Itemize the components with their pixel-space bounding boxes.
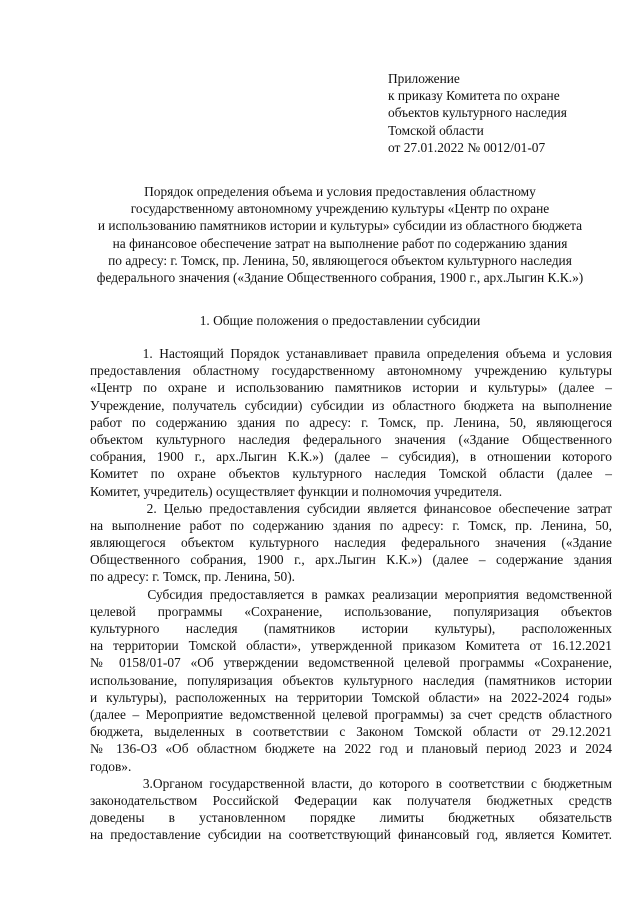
body-line: по адресу: г. Томск, пр. Ленина, 50).	[90, 569, 296, 585]
body-line: являющегося объектом культурного наследия федерального значения («Здание	[90, 535, 612, 551]
appendix-line: объектов культурного наследия	[388, 105, 567, 121]
title-line: Порядок определения объема и условия предоставления областному	[144, 184, 536, 199]
body-line: (далее – Мероприятие ведомственной целевой программы) за счет средств областного	[90, 706, 612, 722]
title-line: по адресу: г. Томск, пр. Ленина, 50, являющегося объектом культурного наследия	[108, 252, 572, 268]
body-line: доведены в установленном порядке лимиты бюджетных обязательств	[90, 810, 612, 826]
body-line: 1. Настоящий Порядок устанавливает правила определения объема и условия	[90, 346, 612, 361]
body-line: целевой программы «Сохранение, использование, популяризация объектов	[90, 603, 612, 619]
body-line: объектом культурного наследия федерального значения («Здание Общественного	[90, 431, 612, 447]
body-text	[90, 345, 612, 843]
body-line: Общественного собрания, 1900 г., арх.Лыгин К.К.») (далее – содержание здания	[90, 552, 612, 568]
body-line: Субсидия предоставляется в рамках реализации мероприятия ведомственной	[90, 586, 612, 602]
body-line: предоставления областному государственному автономному учреждению культуры	[90, 363, 612, 379]
body-line: № 136-ОЗ «Об областном бюджете на 2022 год и плановый период 2023 и 2024	[90, 741, 612, 757]
body-line: на выполнение работ по содержанию здания по адресу: г. Томск, пр. Ленина, 50,	[90, 517, 612, 533]
body-line: годов».	[90, 758, 132, 774]
body-line: законодательством Российской Федерации как получателя бюджетных средств	[90, 792, 612, 808]
body-line: культурного наследия (памятников истории культуры), расположенных	[90, 621, 612, 636]
body-line: «Центр по охране и использованию памятников истории и культуры» (далее –	[90, 380, 612, 396]
title-line: и использованию памятников истории и культуры» субсидии из областного бюджета	[97, 218, 583, 234]
section-heading: 1. Общие положения о предоставлении субсидии	[199, 313, 481, 328]
appendix-line: Томской области	[388, 122, 484, 138]
title-line: государственному автономному учреждению культуры «Центр по охране	[130, 201, 550, 217]
body-line: 3.Органом государственной власти, до которого в соответствии с бюджетным	[90, 775, 612, 791]
body-line: собрания, 1900 г., арх.Лыгин К.К.») (далее – субсидия), в отношении которого	[90, 449, 612, 465]
body-line: и культуры), расположенных на территории Томской области» на 2022-2024 годы»	[90, 689, 612, 705]
appendix-line: к приказу Комитета по охране	[388, 88, 560, 104]
title-line: на финансовое обеспечение затрат на выполнение работ по содержанию здания	[112, 235, 568, 251]
title-line: федерального значения («Здание Общественного собрания, 1900 г., арх.Лыгин К.К.»)	[96, 270, 584, 286]
body-line: на территории Томской области», утвержденной приказом Комитета от 16.12.2021	[90, 638, 612, 654]
appendix-line: от 27.01.2022 № 0012/01-07	[388, 139, 546, 155]
document-title	[70, 183, 610, 286]
body-line: работ по содержанию здания по адресу: г. Томск, пр. Ленина, 50, являющегося	[90, 414, 612, 430]
appendix-line: Приложение	[388, 71, 460, 86]
body-line: Комитет, учредитель) осуществляет функции и полномочия учредителя.	[90, 483, 503, 499]
body-line: бюджета, выделенных в соответствии с Законом Томской области от 29.12.2021	[90, 724, 612, 740]
body-line: Учреждение, получатель субсидии) субсидии из областного бюджета на выполнение	[90, 397, 612, 413]
body-line: на предоставление субсидии на соответствующий финансовый год, является Комитет.	[90, 827, 612, 843]
body-line: Комитет по охране объектов культурного наследия Томской области (далее –	[90, 466, 612, 482]
body-line: 2. Целью предоставления субсидии является финансовое обеспечение затрат	[90, 500, 612, 516]
appendix-block	[388, 70, 628, 156]
body-line: использование, популяризация объектов культурного наследия (памятников истории	[90, 672, 612, 688]
body-line: № 0158/01-07 «Об утверждении ведомственной целевой программы «Сохранение,	[90, 655, 612, 671]
